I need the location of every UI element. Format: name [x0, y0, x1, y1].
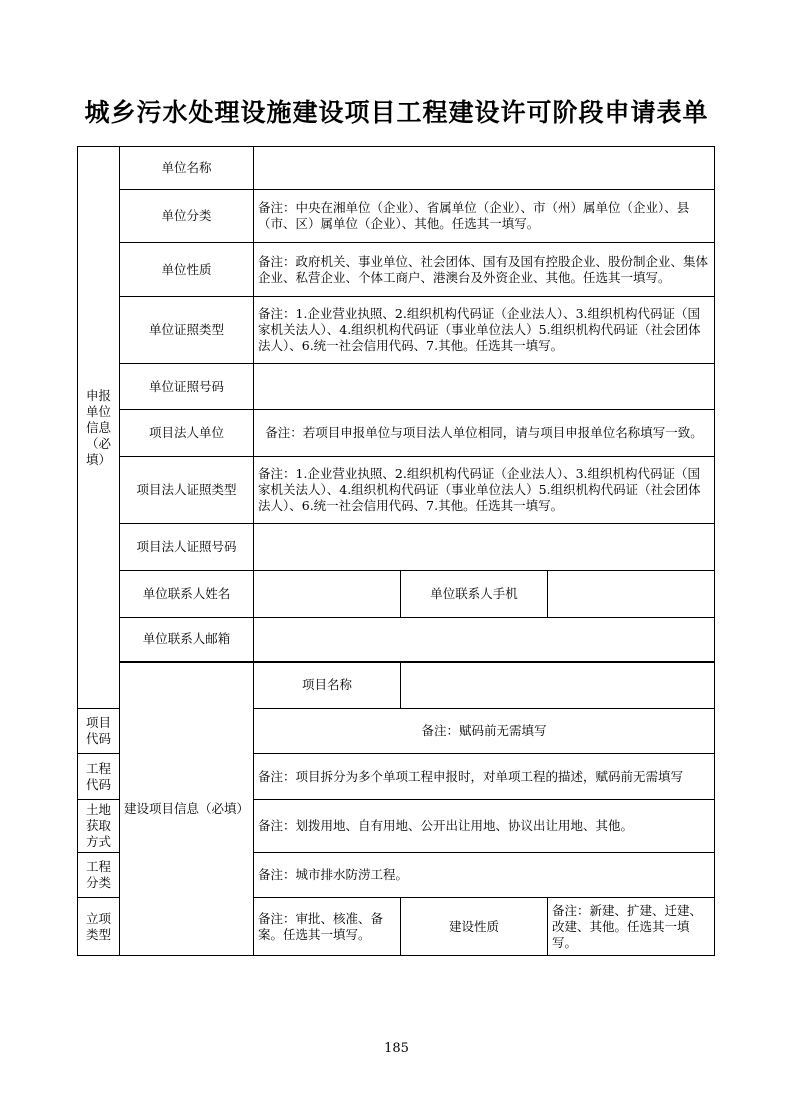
- row-project-name: [78, 662, 715, 709]
- label-land-method: 土地获取方式: [78, 800, 120, 853]
- row-legal-cert-type: [78, 457, 715, 524]
- field-project-legal-unit[interactable]: 备注：若项目申报单位与项目法人单位相同，请与项目申报单位名称填写一致。: [254, 410, 715, 457]
- row-contact: [78, 571, 715, 618]
- label-unit-name: 单位名称: [120, 147, 254, 190]
- field-legal-cert-type[interactable]: 备注：1.企业营业执照、2.组织机构代码证（企业法人）、3.组织机构代码证（国家机关法人）、4.组织机构代码证（事业单位法人）5.组织机构代码证（社会团体法人）、6.统一社会信用代码、7.其他。任选其一填写。: [254, 457, 715, 524]
- row-unit-cert-no: [78, 364, 715, 410]
- field-project-code[interactable]: 备注：赋码前无需填写: [254, 709, 715, 754]
- row-unit-category: [78, 190, 715, 243]
- label-contact-name: 单位联系人姓名: [120, 571, 254, 618]
- field-project-name[interactable]: [401, 662, 715, 709]
- field-engineering-category[interactable]: 备注：城市排水防涝工程。: [254, 853, 715, 898]
- section-label-project: 建设项目信息（必填）: [120, 662, 254, 956]
- field-engineering-code[interactable]: 备注：项目拆分为多个单项工程申报时，对单项工程的描述，赋码前无需填写: [254, 754, 715, 800]
- field-construction-nature[interactable]: 备注：新建、扩建、迁建、改建、其他。任选其一填写。: [548, 898, 715, 956]
- page-title: 城乡污水处理设施建设项目工程建设许可阶段申请表单: [84, 98, 709, 127]
- label-construction-nature: 建设性质: [401, 898, 548, 956]
- row-legal-cert-no: [78, 524, 715, 571]
- label-unit-cert-type: 单位证照类型: [120, 297, 254, 364]
- application-form-table: [77, 146, 715, 956]
- label-project-name: 项目名称: [254, 662, 401, 709]
- row-contact-email: [78, 618, 715, 662]
- field-unit-name[interactable]: [254, 147, 715, 190]
- label-project-legal-unit: 项目法人单位: [120, 410, 254, 457]
- field-unit-category[interactable]: 备注：中央在湘单位（企业）、省属单位（企业）、市（州）属单位（企业）、县（市、区）属单位（企业）、其他。任选其一填写。: [254, 190, 715, 243]
- field-legal-cert-no[interactable]: [254, 524, 715, 571]
- label-project-code: 项目代码: [78, 709, 120, 754]
- label-legal-cert-type: 项目法人证照类型: [120, 457, 254, 524]
- field-contact-phone[interactable]: [548, 571, 715, 618]
- label-approval-type: 立项类型: [78, 898, 120, 956]
- label-contact-email: 单位联系人邮箱: [120, 618, 254, 662]
- field-unit-cert-type[interactable]: 备注：1.企业营业执照、2.组织机构代码证（企业法人）、3.组织机构代码证（国家机关法人）、4.组织机构代码证（事业单位法人）5.组织机构代码证（社会团体法人）、6.统一社会信用代码、7.其他。任选其一填写。: [254, 297, 715, 364]
- row-unit-nature: [78, 243, 715, 297]
- row-project-legal-unit: [78, 410, 715, 457]
- field-approval-type[interactable]: 备注：审批、核准、备案。任选其一填写。: [254, 898, 401, 956]
- field-contact-email[interactable]: [254, 618, 715, 662]
- label-unit-nature: 单位性质: [120, 243, 254, 297]
- label-engineering-category: 工程分类: [78, 853, 120, 898]
- row-unit-cert-type: [78, 297, 715, 364]
- field-land-method[interactable]: 备注：划拨用地、自有用地、公开出让用地、协议出让用地、其他。: [254, 800, 715, 853]
- label-unit-cert-no: 单位证照号码: [120, 364, 254, 410]
- label-contact-phone: 单位联系人手机: [401, 571, 548, 618]
- label-legal-cert-no: 项目法人证照号码: [120, 524, 254, 571]
- label-engineering-code: 工程代码: [78, 754, 120, 800]
- field-unit-nature[interactable]: 备注：政府机关、事业单位、社会团体、国有及国有控股企业、股份制企业、集体企业、私营企业、个体工商户、港澳台及外资企业、其他。任选其一填写。: [254, 243, 715, 297]
- row-unit-name: [78, 147, 715, 190]
- page-number: 185: [384, 1041, 409, 1056]
- field-unit-cert-no[interactable]: [254, 364, 715, 410]
- section-label-applicant: 申报单位信息（必填）: [78, 147, 120, 709]
- field-contact-name[interactable]: [254, 571, 401, 618]
- label-unit-category: 单位分类: [120, 190, 254, 243]
